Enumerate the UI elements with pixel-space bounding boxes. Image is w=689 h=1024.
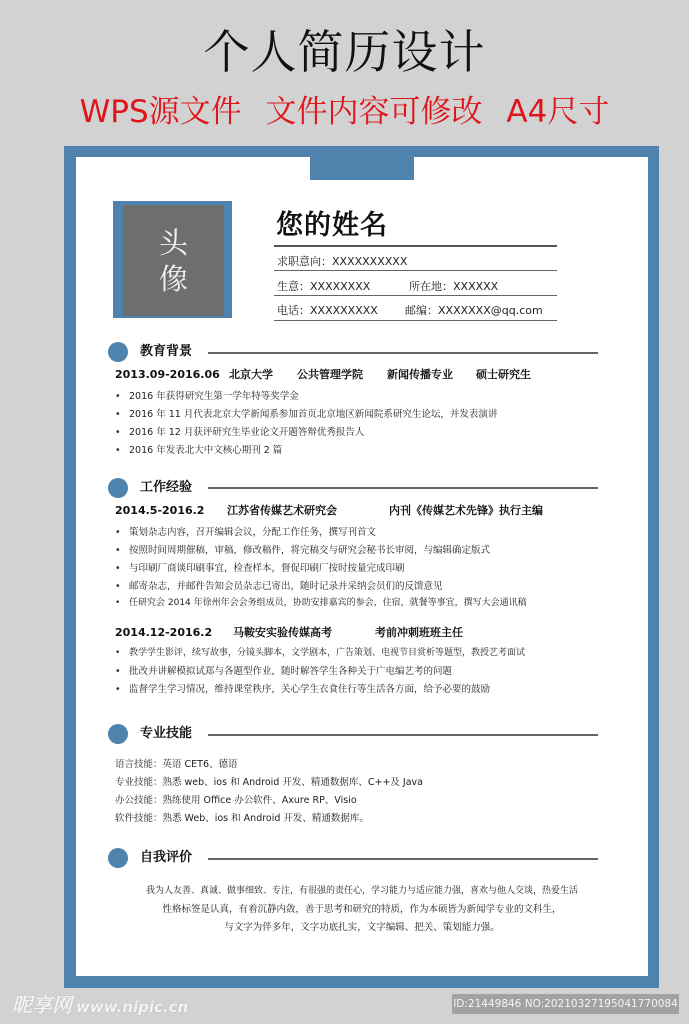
avatar-label-1: 头	[158, 225, 188, 260]
divider	[274, 295, 557, 296]
section-bullet-icon	[108, 478, 128, 498]
skill-language: 语言技能：英语 CET6、德语	[115, 759, 238, 770]
list-item: • 任研究会 2014 年徐州年会会务组成员，协助安排嘉宾的参会，住宿，就餐等事宜，撰写大会通讯稿	[115, 598, 527, 608]
list-item: • 2016 年 12 月获评研究生毕业论文开题答辩优秀报告人	[115, 427, 365, 438]
section-divider	[208, 352, 598, 354]
education-degree: 硕士研究生	[476, 368, 531, 381]
section-divider	[208, 858, 598, 860]
job-intent[interactable]: 求职意向：XXXXXXXXXX	[277, 255, 408, 268]
list-item: • 与印刷厂商谈印刷事宜，检查样本，督促印刷厂按时按量完成印刷	[115, 563, 405, 574]
bullet-icon: •	[115, 527, 121, 538]
bullet-icon: •	[115, 648, 121, 658]
divider	[274, 270, 557, 271]
bullet-icon: •	[115, 445, 121, 456]
section-title-education: 教育背景	[140, 344, 193, 359]
section-title-work: 工作经验	[140, 480, 193, 495]
job-role: 考前冲刺班班主任	[375, 626, 463, 639]
bullet-icon: •	[115, 666, 121, 677]
skill-software: 软件技能：熟悉 Web、ios 和 Android 开发、精通数据库。	[115, 813, 369, 824]
watermark-url: www.nipic.cn	[76, 998, 189, 1016]
skill-office: 办公技能：熟练使用 Office 办公软件、Axure RP、Visio	[115, 795, 357, 806]
education-college: 公共管理学院	[297, 368, 363, 381]
section-bullet-icon	[108, 724, 128, 744]
birth-field[interactable]: 生意：XXXXXXXX	[277, 280, 371, 293]
job-period: 2014.12-2016.2	[115, 626, 213, 639]
education-major: 新闻传播专业	[387, 368, 453, 381]
phone-field[interactable]: 电话：XXXXXXXXX	[277, 304, 378, 317]
education-school: 北京大学	[229, 368, 273, 381]
self-eval-line: 性格标签是认真，有着沉静内敛，善于思考和研究的特质，作为本硕皆为新闻学专业的文科生，	[162, 904, 562, 915]
watermark-brand: 昵享网	[12, 993, 72, 1017]
email-field[interactable]: 邮编：XXXXXXX@qq.com	[405, 304, 543, 317]
section-bullet-icon	[108, 848, 128, 868]
job-org: 马鞍安实验传媒高考	[233, 626, 332, 639]
list-item: • 按照时间周期催稿，审稿，修改稿件，将完稿交与研究会秘书长审阅，与编辑确定版式	[115, 545, 491, 556]
job-org: 江苏省传媒艺术研究会	[227, 504, 337, 517]
avatar-label-2: 像	[158, 261, 188, 296]
watermark-logo	[12, 993, 188, 1019]
section-divider	[208, 487, 598, 489]
bullet-icon: •	[115, 391, 121, 402]
promo-title: 个人简历设计	[203, 25, 486, 79]
bullet-icon: •	[115, 563, 121, 574]
bullet-icon: •	[115, 684, 121, 695]
bullet-icon: •	[115, 581, 121, 592]
list-item: • 2016 年 11 月代表北京大学新闻系参加首页北京地区新闻院系研究生论坛，并发表演讲	[115, 409, 498, 420]
bullet-icon: •	[115, 598, 121, 608]
bullet-icon: •	[115, 545, 121, 556]
location-field[interactable]: 所在地：XXXXXX	[409, 280, 499, 293]
list-item: • 2016 年获得研究生第一学年特等奖学金	[115, 391, 299, 402]
bullet-icon: •	[115, 409, 121, 420]
candidate-name[interactable]: 您的姓名	[276, 210, 388, 241]
list-item: • 批改并讲解模拟试郑与各题型作业，随时解答学生各种关于广电编艺考的问题	[115, 666, 453, 677]
name-underline	[274, 245, 557, 247]
education-period: 2013.09-2016.06	[115, 368, 220, 381]
bullet-icon: •	[115, 427, 121, 438]
promo-subtitle: WPS源文件 文件内容可修改 A4尺寸	[79, 94, 610, 130]
self-eval-line: 与文字为伴多年，文字功底扎实，文字编辑、把关、策划能力强。	[224, 922, 500, 933]
list-item: • 策划杂志内容，召开编辑会议，分配工作任务，撰写刊首文	[115, 527, 377, 538]
job-period: 2014.5-2016.2	[115, 504, 205, 517]
watermark-id-badge: ID:21449846 NO:20210327195041770084	[452, 994, 679, 1014]
skill-professional: 专业技能：熟悉 web、ios 和 Android 开发、精通数据库、C++及 Java	[115, 777, 423, 788]
section-title-self-eval: 自我评价	[140, 850, 193, 865]
avatar-placeholder[interactable]	[123, 205, 224, 316]
list-item: • 邮寄杂志，并邮件告知会员杂志已寄出，随时记录并采纳会员们的反馈意见	[115, 581, 443, 592]
section-title-skills: 专业技能	[140, 726, 193, 741]
section-bullet-icon	[108, 342, 128, 362]
list-item: • 监督学生学习情况，维持课堂秩序，关心学生衣食住行等生活各方面，给予必要的鼓励	[115, 684, 491, 695]
list-item: • 2016 年发表北大中文核心期刊 2 篇	[115, 445, 283, 456]
job-role: 内刊《传媒艺术先锋》执行主编	[389, 504, 543, 517]
self-eval-line: 我为人友善、真诚、做事细致、专注，有很强的责任心，学习能力与适应能力强，喜欢与他人交谈，热爱生活	[145, 886, 578, 896]
list-item: • 教学学生影评，续写故事，分镜头脚本，文学剧本，广告策划、电视节目赏析等题型，教授艺考面试	[115, 648, 526, 658]
top-tab-decoration	[310, 157, 414, 180]
divider	[274, 320, 557, 321]
section-divider	[208, 734, 598, 736]
